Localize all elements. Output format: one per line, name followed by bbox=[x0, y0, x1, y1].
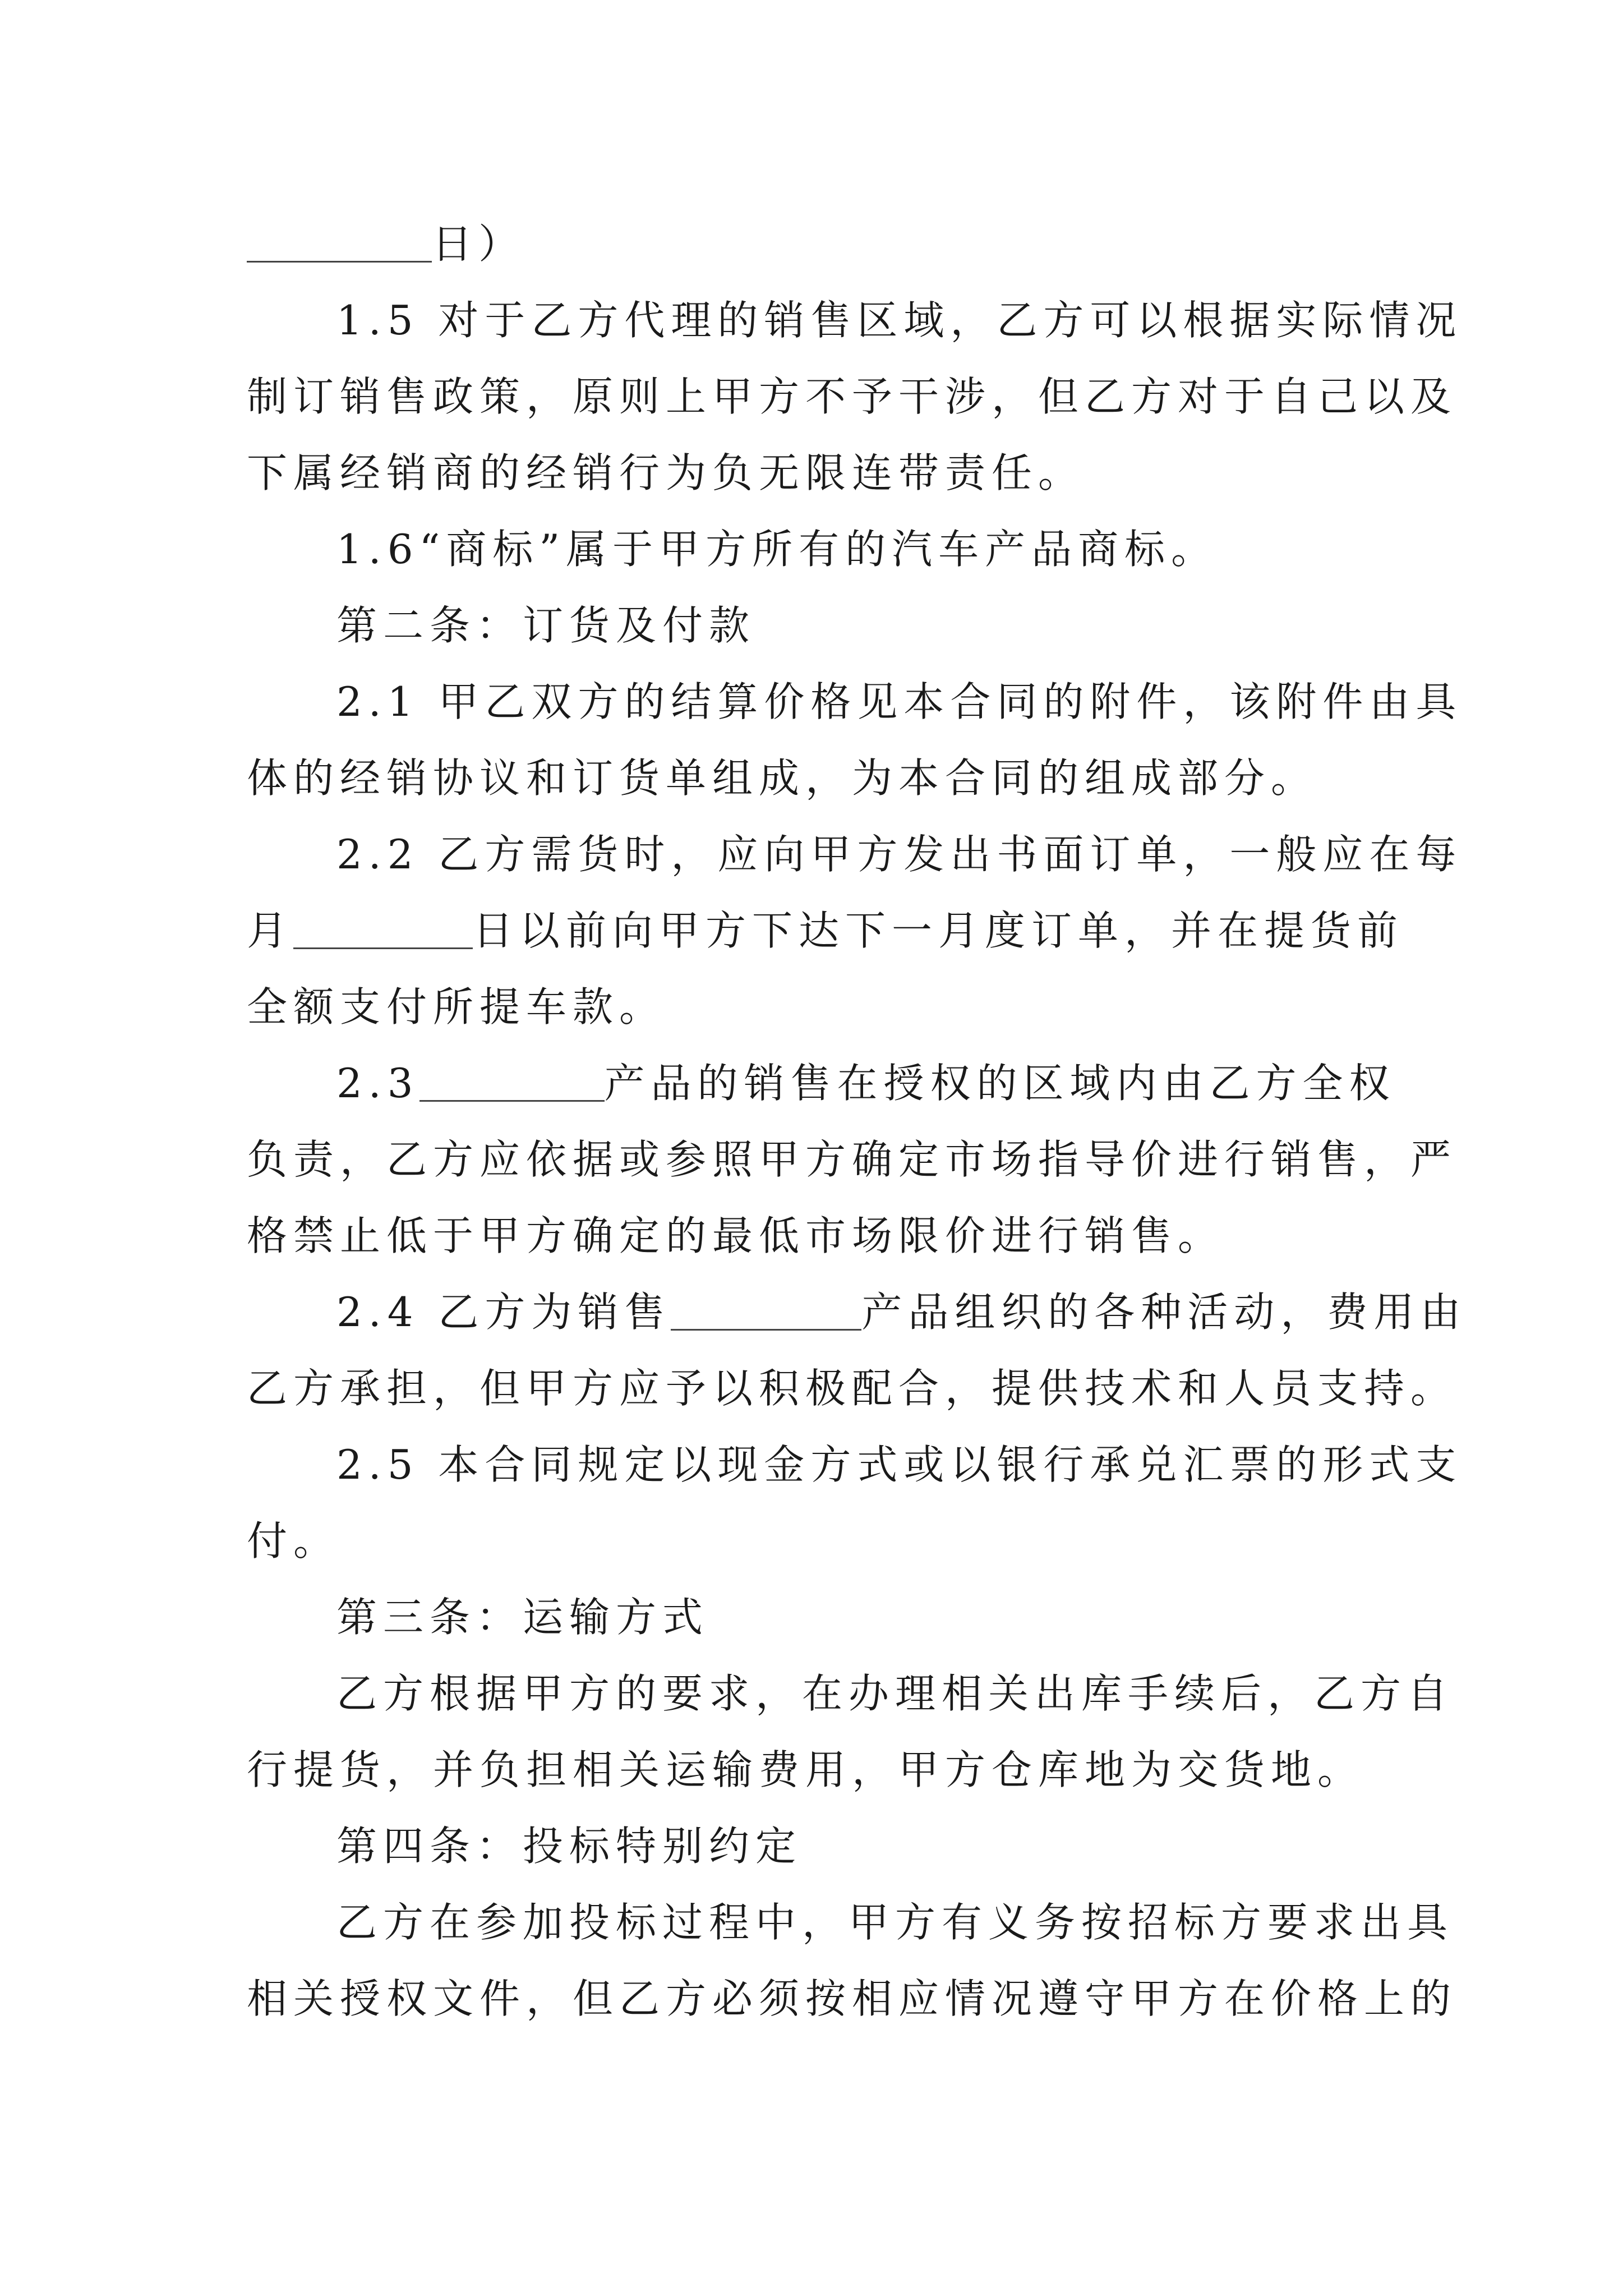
text-segment: 2.3 bbox=[336, 1060, 419, 1107]
text-segment: 日） bbox=[432, 220, 525, 268]
fill-in-blank bbox=[671, 1290, 861, 1331]
text-segment: 2.2 乙方需货时，应向甲方发出书面订单，一般应在每 bbox=[336, 831, 1463, 878]
text-line bbox=[247, 982, 666, 1032]
text-segment: 1.5 对于乙方代理的销售区域，乙方可以根据实际情况 bbox=[336, 297, 1463, 344]
text-segment: 2.4 乙方为销售 bbox=[336, 1289, 671, 1336]
text-segment: 第四条：投标特别约定 bbox=[336, 1823, 803, 1870]
text-segment: 付。 bbox=[247, 1517, 340, 1565]
paragraph-2-4 bbox=[336, 1287, 1467, 1337]
text-line bbox=[247, 371, 1457, 422]
text-segment: 制订销售政策，原则上甲方不予干涉，但乙方对于自己以及 bbox=[247, 373, 1458, 420]
text-segment: 行提货，并负担相关运输费用，甲方仓库地为交货地。 bbox=[247, 1746, 1364, 1793]
paragraph-2-1 bbox=[336, 677, 1462, 727]
paragraph-1-6 bbox=[336, 524, 1218, 574]
text-segment: 2.5 本合同规定以现金方式或以银行承兑汇票的形式支 bbox=[336, 1441, 1463, 1488]
text-line bbox=[247, 1973, 1457, 2024]
text-segment: 产品的销售在授权的区域内由乙方全权 bbox=[604, 1060, 1396, 1107]
text-segment: 第二条：订货及付款 bbox=[336, 602, 756, 649]
text-segment: 体的经销协议和订货单组成，为本合同的组成部分。 bbox=[247, 754, 1318, 802]
text-line bbox=[247, 1134, 1457, 1185]
text-segment: 乙方根据甲方的要求，在办理相关出库手续后，乙方自 bbox=[336, 1670, 1454, 1717]
text-segment: 相关授权文件，但乙方必须按相应情况遵守甲方在价格上的 bbox=[247, 1975, 1458, 2022]
text-segment: 1.6“商标”属于甲方所有的汽车产品商标。 bbox=[336, 526, 1218, 573]
paragraph-3 bbox=[336, 1668, 1454, 1719]
fill-in-blank bbox=[247, 222, 432, 263]
paragraph-4 bbox=[336, 1897, 1454, 1948]
paragraph-2-5 bbox=[336, 1439, 1462, 1490]
section-heading-4 bbox=[336, 1821, 802, 1871]
text-line bbox=[247, 1363, 1457, 1414]
section-heading-2 bbox=[336, 600, 755, 651]
text-segment: 产品组织的各种活动，费用由 bbox=[861, 1289, 1467, 1336]
text-line bbox=[247, 905, 1404, 956]
text-segment: 乙方在参加投标过程中，甲方有义务按招标方要求出具 bbox=[336, 1899, 1454, 1946]
text-line bbox=[247, 753, 1317, 803]
paragraph-2-3 bbox=[336, 1058, 1396, 1108]
text-segment: 日以前向甲方下达下一月度订单，并在提货前 bbox=[473, 907, 1404, 954]
text-segment: 乙方承担，但甲方应予以积极配合，提供技术和人员支持。 bbox=[247, 1365, 1458, 1412]
text-segment: 全额支付所提车款。 bbox=[247, 983, 666, 1030]
text-line bbox=[247, 1516, 340, 1566]
text-line bbox=[247, 448, 1085, 498]
text-line bbox=[247, 1745, 1364, 1795]
text-segment: 负责，乙方应依据或参照甲方确定市场指导价进行销售，严 bbox=[247, 1136, 1458, 1183]
section-heading-3 bbox=[336, 1592, 709, 1642]
paragraph-2-2 bbox=[336, 829, 1462, 880]
fill-in-blank bbox=[419, 1061, 605, 1102]
text-segment: 下属经销商的经销行为负无限连带责任。 bbox=[247, 449, 1085, 496]
text-segment: 第三条：运输方式 bbox=[336, 1594, 709, 1641]
paragraph-1-5 bbox=[336, 295, 1462, 346]
text-segment: 2.1 甲乙双方的结算价格见本合同的附件，该附件由具 bbox=[336, 678, 1463, 725]
text-segment: 格禁止低于甲方确定的最低市场限价进行销售。 bbox=[247, 1212, 1225, 1259]
text-line bbox=[247, 219, 525, 269]
fill-in-blank bbox=[293, 908, 473, 949]
text-line bbox=[247, 1211, 1224, 1261]
text-segment: 月 bbox=[247, 907, 294, 954]
